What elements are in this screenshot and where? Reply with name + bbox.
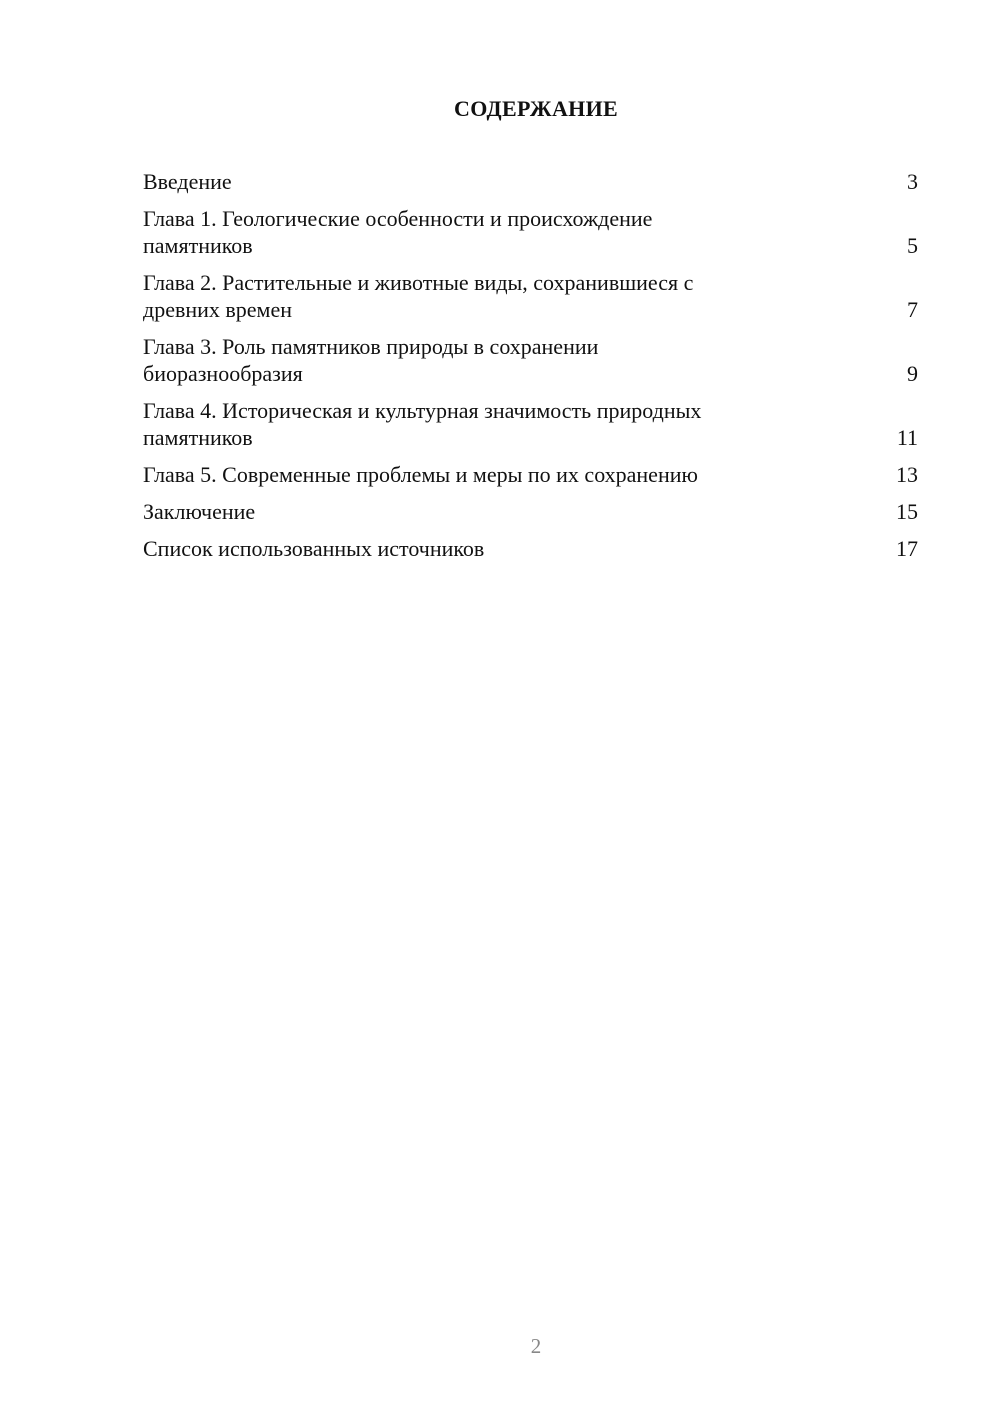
toc-entry-text xyxy=(143,269,888,323)
toc-entry-page: 11 xyxy=(896,425,918,450)
toc-entry-line: Список использованных источников xyxy=(143,536,485,561)
toc-entry-page: 15 xyxy=(896,499,918,524)
table-of-contents xyxy=(143,168,918,572)
toc-entry-line: памятников xyxy=(143,425,253,450)
page-title: СОДЕРЖАНИЕ xyxy=(454,96,618,121)
toc-entry-line: Глава 1. Геологические особенности и происхождение xyxy=(143,206,653,231)
toc-entry-line: биоразнообразия xyxy=(143,361,303,386)
toc-entry-text xyxy=(143,333,888,387)
toc-entry-line: Глава 5. Современные проблемы и меры по их сохранению xyxy=(143,462,698,487)
toc-entry-text xyxy=(143,168,888,195)
toc-entry-chapter-2 xyxy=(143,269,918,323)
toc-entry-page: 9 xyxy=(907,361,918,386)
toc-entry-line: Глава 2. Растительные и животные виды, сохранившиеся с xyxy=(143,270,694,295)
toc-entry-page: 3 xyxy=(907,169,918,194)
toc-entry-line: Глава 3. Роль памятников природы в сохранении xyxy=(143,334,599,359)
toc-entry-line: Глава 4. Историческая и культурная значимость природных xyxy=(143,398,702,423)
toc-entry-text xyxy=(143,535,888,562)
toc-entry-line: древних времен xyxy=(143,297,293,322)
toc-entry-chapter-4 xyxy=(143,397,918,451)
toc-entry-page: 7 xyxy=(907,297,918,322)
toc-entry-text xyxy=(143,461,888,488)
toc-entry-page: 5 xyxy=(907,233,918,258)
toc-entry-references xyxy=(143,535,918,562)
toc-entry-page: 13 xyxy=(896,462,918,487)
toc-entry-line: памятников xyxy=(143,233,253,258)
toc-entry-introduction xyxy=(143,168,918,195)
toc-entry-text xyxy=(143,498,888,525)
toc-entry-line: Введение xyxy=(143,169,232,194)
toc-entry-chapter-5 xyxy=(143,461,918,488)
toc-entry-text xyxy=(143,205,888,259)
toc-entry-chapter-1 xyxy=(143,205,918,259)
page-number: 2 xyxy=(530,1334,542,1358)
toc-entry-line: Заключение xyxy=(143,499,256,524)
toc-entry-chapter-3 xyxy=(143,333,918,387)
toc-entry-page: 17 xyxy=(896,536,918,561)
toc-entry-text xyxy=(143,397,888,451)
toc-entry-conclusion xyxy=(143,498,918,525)
